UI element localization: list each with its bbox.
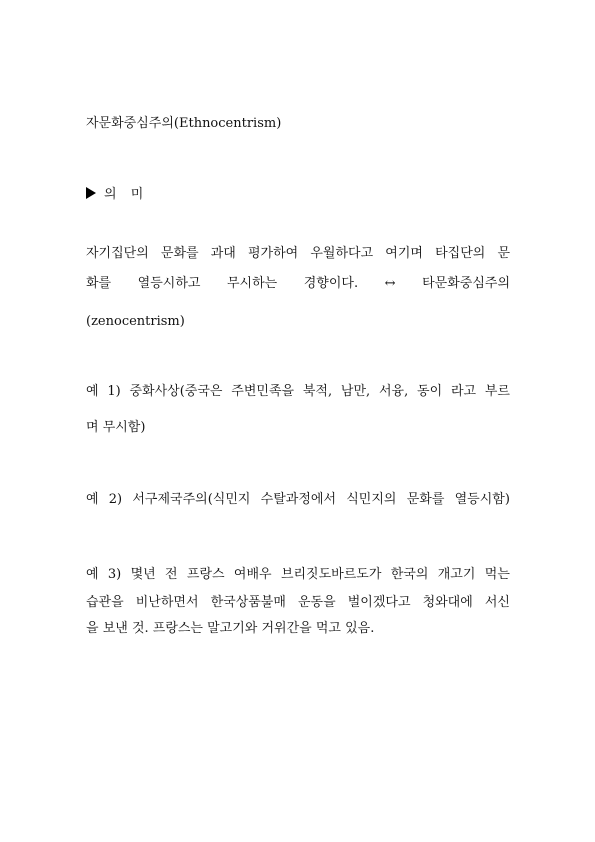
double-arrow-symbol: ↔ — [384, 276, 396, 291]
word: 수탈과정에서 — [260, 492, 337, 507]
word: 열등시함) — [454, 492, 510, 507]
word: 동이 — [417, 384, 443, 399]
example3-line-3: 을 보낸 것. 프랑스는 말고기와 거위간을 먹고 있음. — [86, 621, 375, 636]
word: 한국의 — [390, 567, 429, 582]
word: 한국상품불매 — [210, 595, 286, 610]
word: 3) — [107, 567, 122, 582]
word: 개고기 — [437, 567, 476, 582]
word: 남만, — [340, 384, 371, 399]
word: 프랑스 — [186, 567, 225, 582]
word: 1) — [107, 384, 121, 399]
word: 화를 — [86, 276, 112, 291]
section-heading-text: 의 미 — [104, 187, 149, 202]
word: 예 — [86, 567, 99, 582]
word: 여기며 — [385, 246, 423, 261]
word: 열등시하고 — [137, 276, 201, 291]
word: 2) — [108, 492, 123, 507]
definition-line-3: (zenocentrism) — [86, 314, 185, 329]
word: 여배우 — [233, 567, 272, 582]
word: 식민지의 — [346, 492, 397, 507]
word: 문 — [497, 246, 510, 261]
word: 자기집단의 — [86, 246, 149, 261]
word: 먹는 — [484, 567, 510, 582]
word: 예 — [86, 492, 99, 507]
word: 서신 — [484, 595, 510, 610]
word: 서융, — [378, 384, 409, 399]
word: 운동을 — [297, 595, 336, 610]
word: 문화를 — [406, 492, 445, 507]
word: 과대 — [210, 246, 236, 261]
word: 전 — [165, 567, 178, 582]
word: 경향이다. — [303, 276, 359, 291]
word: 중화사상(중국은 — [129, 384, 223, 399]
word: 북적, — [302, 384, 333, 399]
word: 예 — [86, 384, 99, 399]
word: 문화를 — [160, 246, 199, 261]
example3-line-1 — [86, 566, 510, 584]
example3-line-2 — [86, 594, 510, 612]
word: 주변민족을 — [231, 384, 295, 399]
word: 평가하여 — [247, 246, 299, 261]
section-heading — [86, 186, 148, 204]
example2-line-1 — [86, 491, 510, 509]
word: 타집단의 — [435, 246, 486, 261]
word: 부르 — [484, 384, 510, 399]
right-triangle-icon — [86, 187, 96, 199]
example1-line-2: 며 무시함) — [86, 420, 146, 435]
word: 비난하면서 — [135, 595, 199, 610]
word: 서구제국주의(식민지 — [132, 492, 251, 507]
word: 타문화중심주의 — [422, 276, 510, 291]
word: 벌이겠다고 — [347, 595, 411, 610]
definition-line-1 — [86, 245, 510, 263]
word: 라고 — [450, 384, 477, 399]
word: 무시하는 — [226, 276, 278, 291]
word: 몇년 — [130, 567, 156, 582]
example1-line-1 — [86, 383, 510, 401]
definition-line-2 — [86, 275, 510, 293]
document-title: 자문화중심주의(Ethnocentrism) — [86, 116, 282, 131]
word: 청와대에 — [422, 595, 473, 610]
word: 습관을 — [86, 595, 124, 610]
word: 우월하다고 — [310, 246, 374, 261]
word: 브리짓도바르도가 — [280, 567, 382, 582]
